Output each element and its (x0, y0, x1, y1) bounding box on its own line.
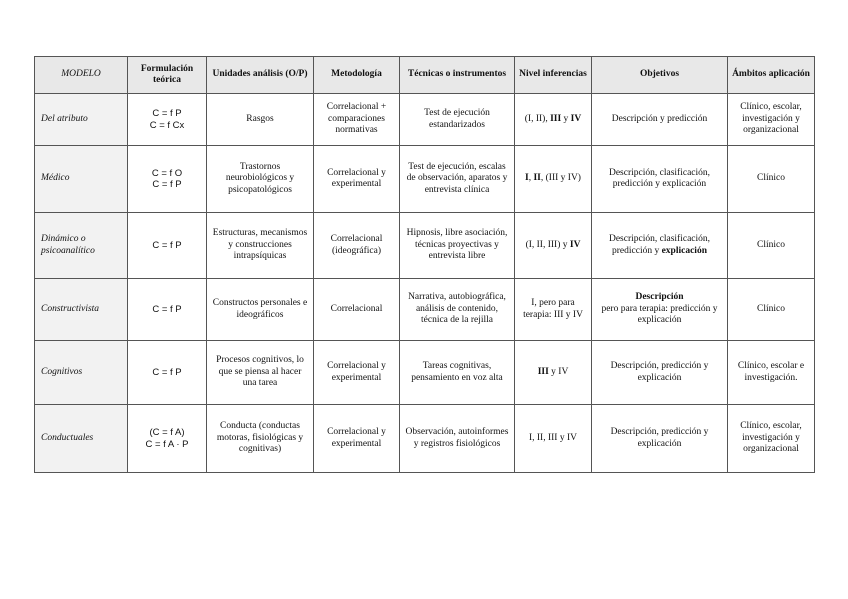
nivel-text: , (III y IV) (540, 173, 581, 184)
cell-unidades: Estructuras, mecanismos y construcciones intrapsíquicas (207, 213, 314, 279)
header-metodologia: Metodología (314, 57, 400, 94)
formula-line: (C = f A) (149, 427, 185, 439)
cell-formulacion: C = f P (128, 341, 207, 405)
cell-nivel (515, 213, 592, 279)
cell-nivel: I, II, III y IV (515, 405, 592, 473)
cell-unidades: Procesos cognitivos, lo que se piensa al hacer una tarea (207, 341, 314, 405)
cell-ambitos: Clínico (728, 279, 815, 341)
cell-modelo: Del atributo (35, 94, 128, 146)
cell-tecnicas: Observación, autoinformes y registros fisiológicos (400, 405, 515, 473)
models-table (34, 56, 815, 473)
nivel-text: y (561, 113, 571, 124)
cell-metodologia: Correlacional (314, 279, 400, 341)
objetivos-text: Descripción, clasificación, predicción y (608, 234, 711, 256)
cell-objetivos: Descripción, clasificación, predicción y explicación (592, 146, 728, 213)
nivel-text: (I, II, III) y (525, 239, 570, 250)
cell-ambitos: Clínico, escolar, investigación y organizacional (728, 405, 815, 473)
table-row (35, 341, 815, 405)
nivel-text: (I, II), (524, 113, 551, 124)
nivel-bold: I (525, 173, 529, 184)
header-ambitos: Ámbitos aplicación (728, 57, 815, 94)
objetivos-bold: explicación (661, 245, 707, 256)
cell-formulacion: C = f P (128, 279, 207, 341)
nivel-bold: III (550, 113, 562, 124)
cell-nivel: I, pero para terapia: III y IV (515, 279, 592, 341)
formula-line: C = f A · P (145, 438, 189, 450)
cell-objetivos: Descripción, predicción y explicación (592, 405, 728, 473)
table-row (35, 279, 815, 341)
cell-tecnicas: Narrativa, autobiográfica, análisis de contenido, técnica de la rejilla (400, 279, 515, 341)
cell-tecnicas: Test de ejecución estandarizados (400, 94, 515, 146)
cell-metodologia: Correlacional y experimental (314, 146, 400, 213)
cell-tecnicas: Hipnosis, libre asociación, técnicas proyectivas y entrevista libre (400, 213, 515, 279)
cell-tecnicas: Test de ejecución, escalas de observación, aparatos y entrevista clínica (400, 146, 515, 213)
header-modelo: MODELO (35, 57, 128, 94)
cell-formulacion (128, 405, 207, 473)
table-row (35, 213, 815, 279)
cell-formulacion (128, 94, 207, 146)
formula-line: C = f P (152, 108, 182, 120)
header-unidades: Unidades análisis (O/P) (207, 57, 314, 94)
formula-line: C = f P (152, 179, 182, 190)
cell-objetivos (592, 213, 728, 279)
formula-line: C = f Cx (149, 119, 185, 131)
cell-objetivos: Descripción, predicción y explicación (592, 341, 728, 405)
cell-modelo: Cognitivos (35, 341, 128, 405)
nivel-bold: III (537, 366, 549, 377)
cell-objetivos (592, 279, 728, 341)
cell-modelo: Dinámico o psicoanalítico (35, 213, 128, 279)
table-row (35, 94, 815, 146)
nivel-bold: IV (569, 239, 581, 250)
cell-modelo: Médico (35, 146, 128, 213)
cell-modelo: Conductuales (35, 405, 128, 473)
cell-unidades: Rasgos (207, 94, 314, 146)
cell-nivel (515, 94, 592, 146)
cell-tecnicas: Tareas cognitivas, pensamiento en voz alta (400, 341, 515, 405)
cell-objetivos: Descripción y predicción (592, 94, 728, 146)
nivel-text: y IV (548, 366, 569, 377)
table-row (35, 146, 815, 213)
nivel-bold: IV (570, 113, 582, 124)
nivel-text: , (528, 173, 534, 184)
cell-ambitos: Clínico, escolar e investigación. (728, 341, 815, 405)
cell-metodologia: Correlacional (ideográfica) (314, 213, 400, 279)
header-formulacion: Formulación teórica (128, 57, 207, 94)
header-objetivos: Objetivos (592, 57, 728, 94)
cell-nivel (515, 341, 592, 405)
cell-metodologia: Correlacional + comparaciones normativas (314, 94, 400, 146)
objetivos-text: pero para terapia: predicción y explicación (601, 303, 718, 326)
objetivos-bold: Descripción (635, 292, 684, 303)
cell-unidades: Conducta (conductas motoras, fisiológicas y cognitivas) (207, 405, 314, 473)
header-nivel: Nivel inferencias (515, 57, 592, 94)
cell-nivel (515, 146, 592, 213)
cell-ambitos: Clínico (728, 213, 815, 279)
cell-ambitos: Clínico (728, 146, 815, 213)
nivel-bold: II (533, 173, 541, 184)
header-tecnicas: Técnicas o instrumentos (400, 57, 515, 94)
cell-formulacion: C = f P (128, 213, 207, 279)
table-row (35, 405, 815, 473)
formula-line: C = f O (151, 167, 183, 179)
cell-unidades: Trastornos neurobiológicos y psicopatológicos (207, 146, 314, 213)
cell-formulacion (128, 146, 207, 213)
cell-modelo: Constructivista (35, 279, 128, 341)
cell-unidades: Constructos personales e ideográficos (207, 279, 314, 341)
cell-metodologia: Correlacional y experimental (314, 341, 400, 405)
cell-ambitos: Clínico, escolar, investigación y organizacional (728, 94, 815, 146)
cell-metodologia: Correlacional y experimental (314, 405, 400, 473)
header-row (35, 57, 815, 94)
